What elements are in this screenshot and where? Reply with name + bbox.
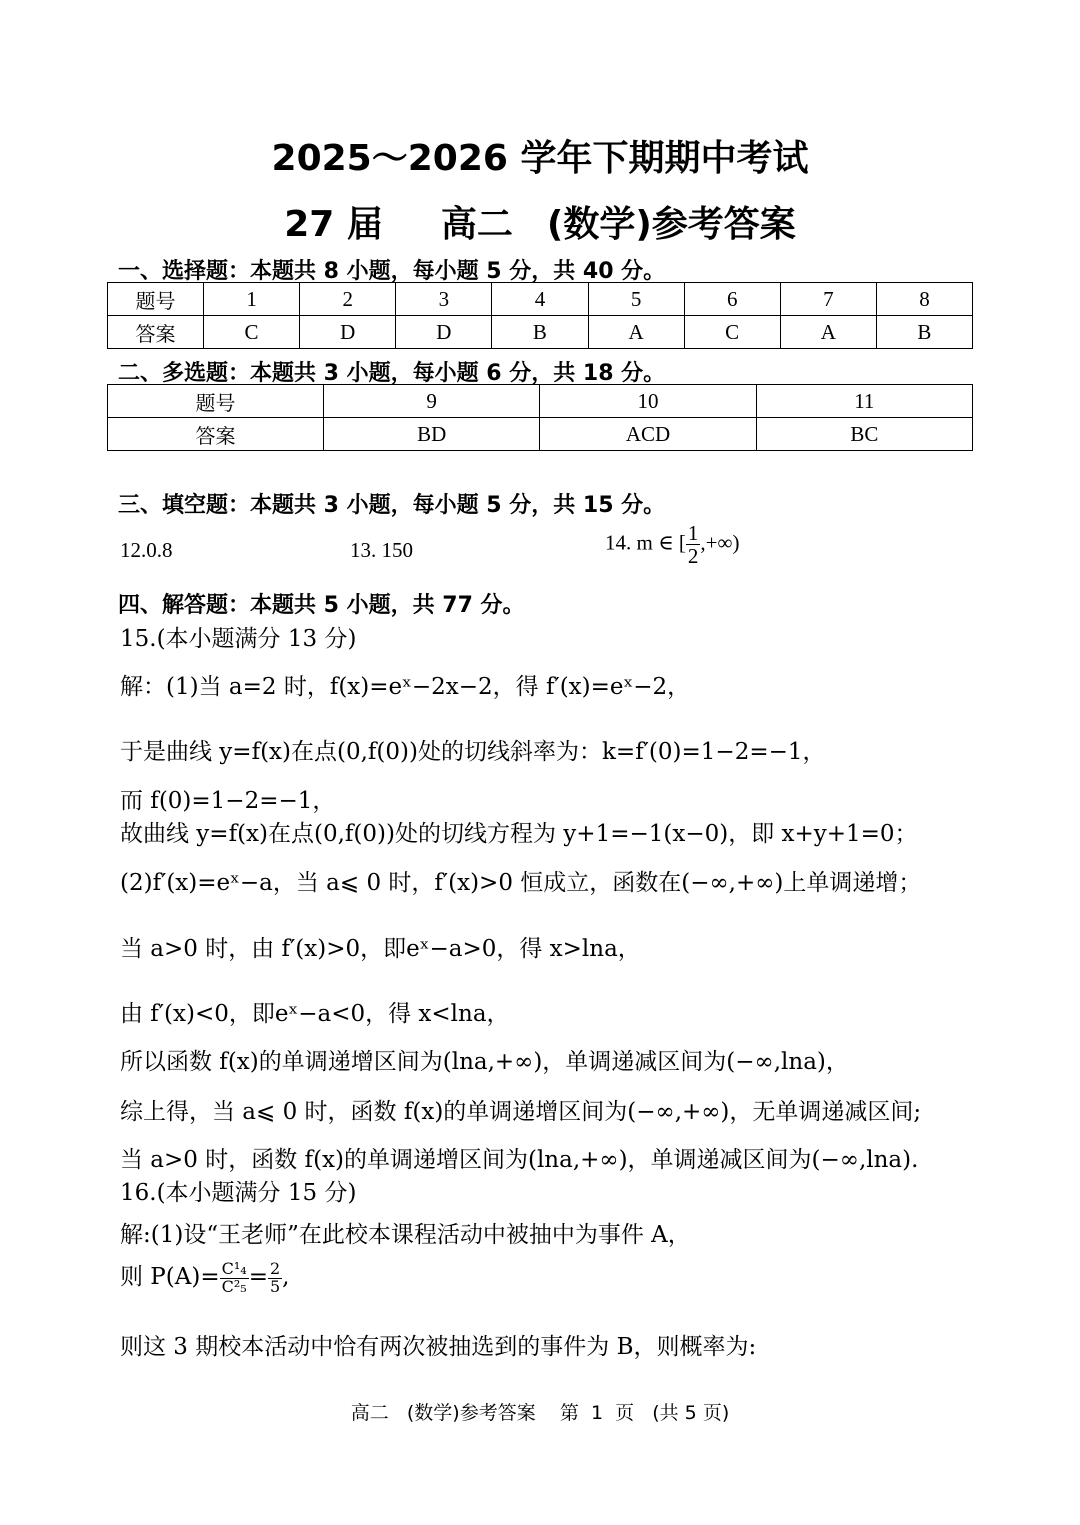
answer-cell: A xyxy=(588,316,684,349)
q14-suffix: ,+∞) xyxy=(700,530,740,555)
prob-prefix: 则 P(A)= xyxy=(120,1264,220,1290)
answer-q13: 13. 150 xyxy=(350,538,413,562)
table-row xyxy=(108,418,973,451)
solution-line: 当 a>0 时，函数 f(x)的单调递增区间为(lna,+∞)，单调递减区间为(−∞,lna). xyxy=(120,1147,919,1173)
question-number: 3 xyxy=(396,283,492,316)
answer-cell: BD xyxy=(324,418,540,451)
question-number: 10 xyxy=(540,385,756,418)
solution-line: 故曲线 y=f(x)在点(0,f(0))处的切线方程为 y+1=−1(x−0)，即 x+y+1=0； xyxy=(120,821,918,847)
answer-cell: A xyxy=(780,316,876,349)
fraction-denominator: 2 xyxy=(687,544,699,569)
question-number: 7 xyxy=(780,283,876,316)
q15-header: 15.(本小题满分 13 分) xyxy=(120,626,357,652)
answer-q14 xyxy=(605,522,739,567)
multi-choice-answer-table xyxy=(107,384,973,451)
question-number: 9 xyxy=(324,385,540,418)
solution-line: 由 f′(x)<0，即eˣ−a<0，得 x<lna， xyxy=(120,1001,510,1027)
question-number-label: 题号 xyxy=(108,283,204,316)
solution-line: 所以函数 f(x)的单调递增区间为(lna,+∞)，单调递减区间为(−∞,lna)， xyxy=(120,1049,849,1075)
table-row xyxy=(108,385,973,418)
equals-sign: = xyxy=(248,1264,268,1290)
grade-level: 高二 xyxy=(440,204,513,245)
q16-header: 16.(本小题满分 15 分) xyxy=(120,1180,357,1206)
fraction-denominator: C²₅ xyxy=(221,1276,247,1296)
page-footer: 高二 (数学)参考答案 第 1 页 (共 5 页) xyxy=(350,1402,730,1424)
question-number: 8 xyxy=(876,283,972,316)
question-number: 6 xyxy=(684,283,780,316)
q14-prefix: 14. m ∈ [ xyxy=(605,530,686,555)
answer-cell: B xyxy=(876,316,972,349)
section-3-heading: 三、填空题：本题共 3 小题，每小题 5 分，共 15 分。 xyxy=(118,493,666,518)
solution-line: 而 f(0)=1−2=−1， xyxy=(120,788,336,814)
exam-subtitle xyxy=(0,196,1080,247)
answer-q12: 12.0.8 xyxy=(120,538,173,562)
answer-cell: C xyxy=(204,316,300,349)
answer-cell: D xyxy=(396,316,492,349)
solution-line: 解：(1)当 a=2 时，f(x)=eˣ−2x−2，得 f′(x)=eˣ−2， xyxy=(120,674,691,700)
question-number: 11 xyxy=(756,385,972,418)
table-row xyxy=(108,283,973,316)
question-number-label: 题号 xyxy=(108,385,324,418)
section-2-heading: 二、多选题：本题共 3 小题，每小题 6 分，共 18 分。 xyxy=(118,361,666,386)
answer-cell: C xyxy=(684,316,780,349)
probability-formula xyxy=(120,1258,289,1295)
solution-line: 当 a>0 时，由 f′(x)>0，即eˣ−a>0，得 x>lna， xyxy=(120,936,641,962)
table-row xyxy=(108,316,973,349)
section-4-heading: 四、解答题：本题共 5 小题，共 77 分。 xyxy=(118,593,525,618)
answer-cell: ACD xyxy=(540,418,756,451)
solution-line: 则这 3 期校本活动中恰有两次被抽选到的事件为 B，则概率为: xyxy=(120,1334,757,1360)
prob-suffix: , xyxy=(282,1264,290,1290)
question-number: 2 xyxy=(300,283,396,316)
question-number: 4 xyxy=(492,283,588,316)
fraction-numerator: 2 xyxy=(269,1258,281,1278)
solution-line: (2)f′(x)=eˣ−a，当 a⩽ 0 时，f′(x)>0 恒成立，函数在(−∞,+∞)上单调递增； xyxy=(120,870,922,896)
question-number: 1 xyxy=(204,283,300,316)
fraction-numerator: C¹₄ xyxy=(221,1258,247,1278)
question-number: 5 xyxy=(588,283,684,316)
answer-cell: B xyxy=(492,316,588,349)
solution-line: 解:(1)设“王老师”在此校本课程活动中被抽中为事件 A， xyxy=(120,1222,691,1248)
choice-answer-table xyxy=(107,282,973,349)
answer-cell: BC xyxy=(756,418,972,451)
fraction-denominator: 5 xyxy=(269,1276,281,1296)
subject-label: (数学)参考答案 xyxy=(546,204,796,245)
fraction-numerator: 1 xyxy=(687,521,699,545)
exam-title: 2025～2026 学年下期期中考试 xyxy=(271,138,809,179)
solution-line: 于是曲线 y=f(x)在点(0,f(0))处的切线斜率为：k=f′(0)=1−2=−1， xyxy=(120,739,826,765)
solution-line: 综上得，当 a⩽ 0 时，函数 f(x)的单调递增区间为(−∞,+∞)，无单调递减区间; xyxy=(120,1099,922,1125)
answer-label: 答案 xyxy=(108,418,324,451)
grade-cohort: 27 届 xyxy=(284,204,383,245)
answer-cell: D xyxy=(300,316,396,349)
section-1-heading: 一、选择题：本题共 8 小题，每小题 5 分，共 40 分。 xyxy=(118,259,666,284)
answer-label: 答案 xyxy=(108,316,204,349)
